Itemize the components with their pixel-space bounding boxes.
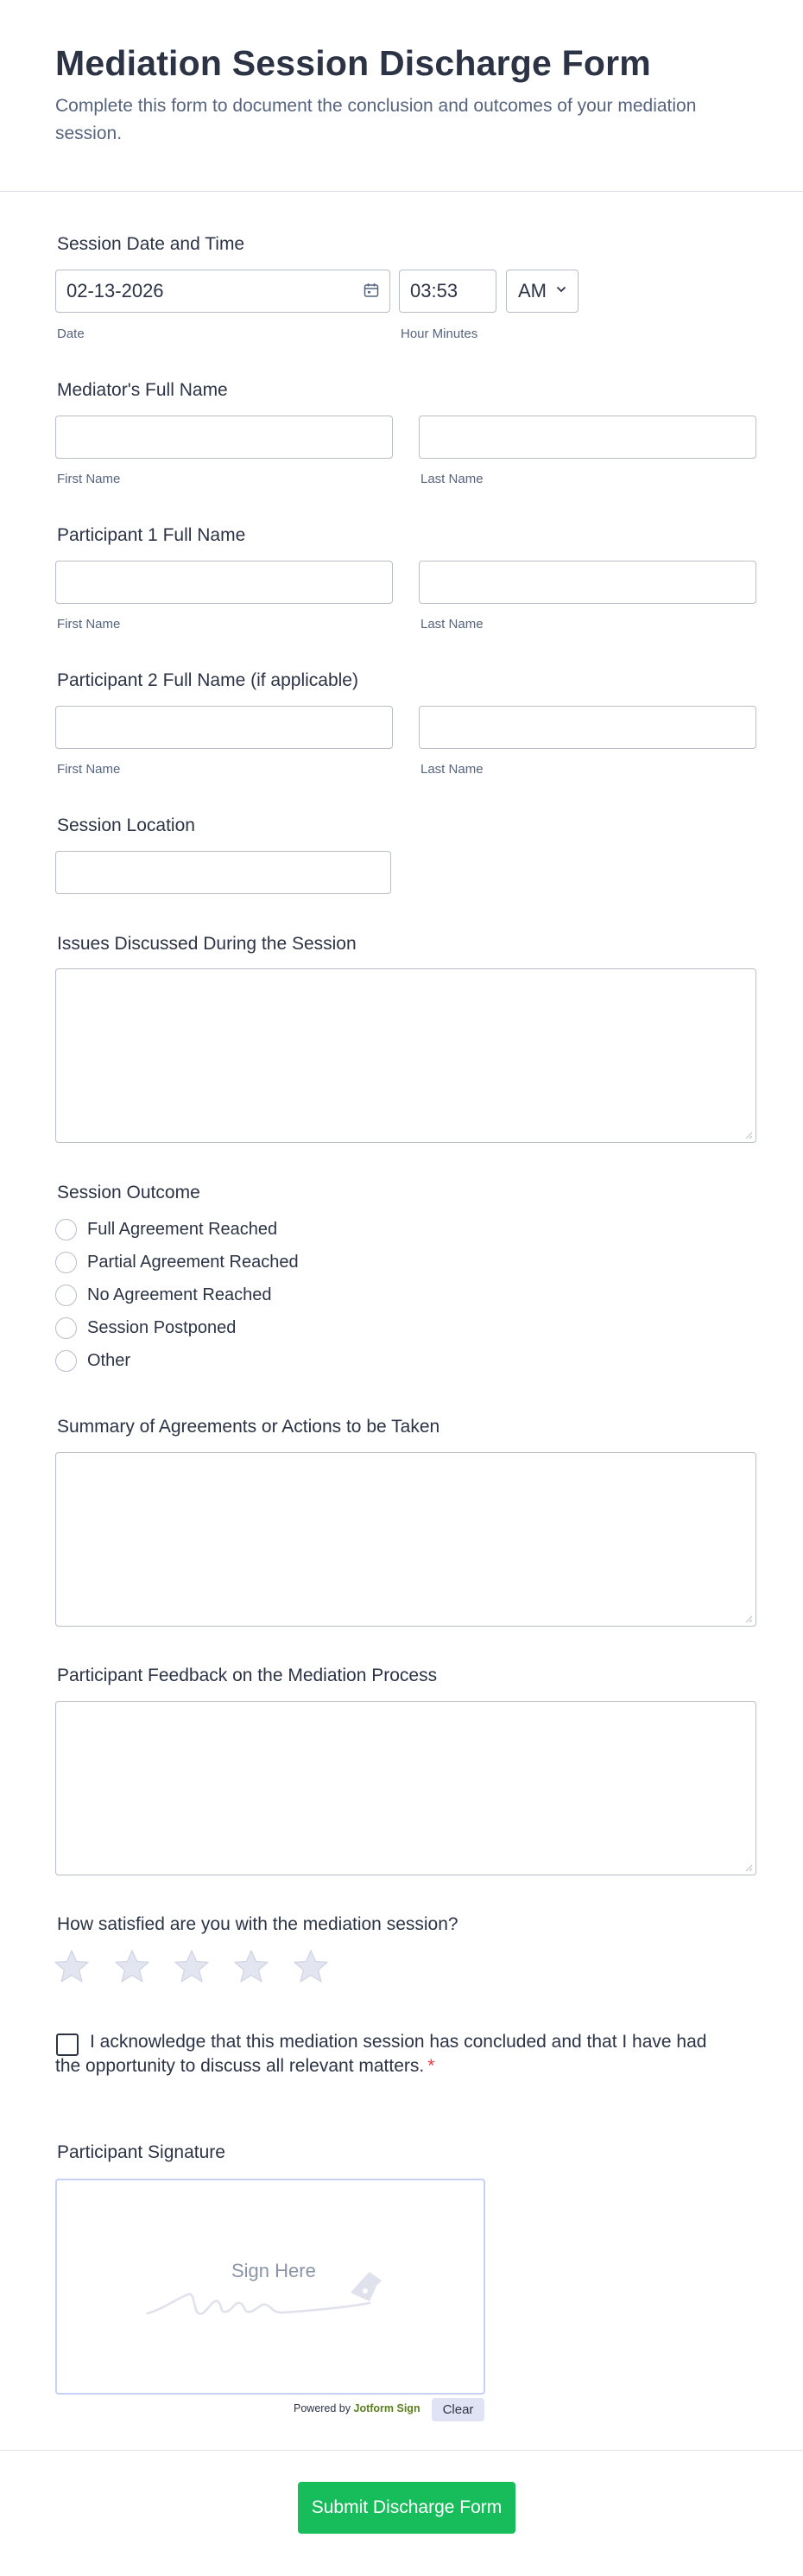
clear-signature-button[interactable]: Clear <box>432 2398 484 2421</box>
session-location-label: Session Location <box>57 815 195 835</box>
footer-divider <box>0 2450 803 2451</box>
radio-label: Full Agreement Reached <box>87 1219 278 1239</box>
participant2-last-name-input[interactable] <box>419 706 756 749</box>
session-datetime-label: Session Date and Time <box>57 234 245 254</box>
session-location-input[interactable] <box>55 851 391 894</box>
ampm-select[interactable]: AM <box>506 270 579 313</box>
acknowledge-text: I acknowledge that this mediation session has concluded and that I have had the opportunity to discuss all relevant matters. <box>55 2032 707 2076</box>
radio-button[interactable] <box>55 1252 77 1273</box>
issues-label: Issues Discussed During the Session <box>57 934 357 954</box>
satisfaction-label: How satisfied are you with the mediation session? <box>57 1914 458 1934</box>
jotform-sign-brand[interactable]: Jotform Sign <box>353 2402 420 2414</box>
radio-label: No Agreement Reached <box>87 1285 272 1304</box>
session-outcome-label: Session Outcome <box>57 1183 200 1202</box>
first-name-sublabel: First Name <box>57 762 121 777</box>
radio-label: Other <box>87 1350 131 1370</box>
time-sublabel: Hour Minutes <box>401 327 478 341</box>
radio-button[interactable] <box>55 1317 77 1339</box>
star-icon[interactable] <box>174 1949 210 1983</box>
powered-by-label: Powered by <box>294 2402 351 2414</box>
calendar-icon[interactable] <box>364 282 379 298</box>
radio-button[interactable] <box>55 1219 77 1240</box>
radio-button[interactable] <box>55 1285 77 1306</box>
required-marker: * <box>427 2056 435 2076</box>
radio-button[interactable] <box>55 1350 77 1372</box>
first-name-sublabel: First Name <box>57 617 121 631</box>
outcome-option-partial[interactable] <box>55 1251 299 1273</box>
star-icon[interactable] <box>293 1949 329 1983</box>
participant1-first-name-input[interactable] <box>55 561 393 604</box>
mediator-last-name-input[interactable] <box>419 416 756 459</box>
first-name-sublabel: First Name <box>57 472 121 486</box>
sign-here-placeholder: Sign Here <box>231 2260 316 2281</box>
summary-label: Summary of Agreements or Actions to be Taken <box>57 1417 440 1437</box>
mediator-first-name-input[interactable] <box>55 416 393 459</box>
date-sublabel: Date <box>57 327 85 341</box>
outcome-option-other[interactable] <box>55 1349 130 1372</box>
feedback-textarea[interactable] <box>55 1701 756 1875</box>
acknowledge-label <box>55 2030 711 2078</box>
last-name-sublabel: Last Name <box>420 617 484 631</box>
mediator-name-label: Mediator's Full Name <box>57 380 228 400</box>
resize-handle-icon[interactable] <box>744 1131 753 1139</box>
star-icon[interactable] <box>114 1949 150 1983</box>
form-title: Mediation Session Discharge Form <box>55 43 651 83</box>
signature-label: Participant Signature <box>57 2142 225 2162</box>
form-subtitle: Complete this form to document the conclusion and outcomes of your mediation session. <box>55 96 697 143</box>
chevron-down-icon <box>556 286 566 293</box>
session-date-input[interactable]: 02-13-2026 <box>55 270 390 313</box>
resize-handle-icon[interactable] <box>744 1863 753 1872</box>
submit-button[interactable]: Submit Discharge Form <box>298 2482 515 2534</box>
radio-label: Partial Agreement Reached <box>87 1252 299 1272</box>
last-name-sublabel: Last Name <box>420 762 484 777</box>
outcome-option-full[interactable] <box>55 1218 277 1240</box>
participant2-name-label: Participant 2 Full Name (if applicable) <box>57 670 358 690</box>
issues-textarea[interactable] <box>55 968 756 1143</box>
resize-handle-icon[interactable] <box>744 1615 753 1623</box>
session-time-input[interactable]: 03:53 <box>399 270 496 313</box>
participant2-first-name-input[interactable] <box>55 706 393 749</box>
participant1-last-name-input[interactable] <box>419 561 756 604</box>
form-header <box>0 0 803 192</box>
feedback-label: Participant Feedback on the Mediation Process <box>57 1666 438 1685</box>
star-icon[interactable] <box>54 1949 90 1983</box>
outcome-option-none[interactable] <box>55 1284 271 1306</box>
powered-by-text <box>294 2402 420 2414</box>
star-icon[interactable] <box>233 1949 269 1983</box>
last-name-sublabel: Last Name <box>420 472 484 486</box>
outcome-option-postponed[interactable] <box>55 1317 236 1339</box>
radio-label: Session Postponed <box>87 1317 237 1337</box>
summary-textarea[interactable] <box>55 1452 756 1627</box>
signature-pad[interactable] <box>55 2179 485 2395</box>
participant1-name-label: Participant 1 Full Name <box>57 525 246 545</box>
